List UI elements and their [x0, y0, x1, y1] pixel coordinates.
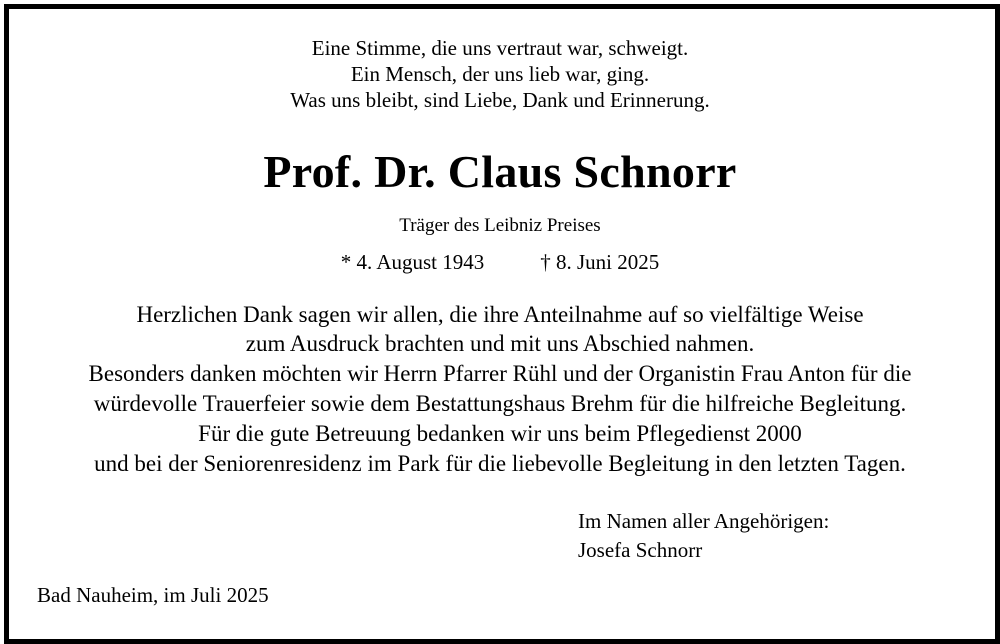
thanks-line: zum Ausdruck brachten und mit uns Abschied nahmen. [245, 331, 755, 356]
thanks-line: Herzlichen Dank sagen wir allen, die ihre Anteilnahme auf so vielfältige Weise [136, 302, 864, 327]
thanks-line: Für die gute Betreuung bedanken wir uns beim Pflegedienst 2000 [198, 421, 802, 446]
death-date: † 8. Juni 2025 [540, 250, 660, 274]
poem-line: Eine Stimme, die uns vertraut war, schweigt. [311, 36, 689, 60]
birth-date: * 4. August 1943 [340, 250, 485, 274]
signature-name: Josefa Schnorr [578, 538, 703, 562]
poem-line: Ein Mensch, der uns lieb war, ging. [350, 62, 650, 86]
thanks-line: würdevolle Trauerfeier sowie dem Bestattungshaus Brehm für die hilfreiche Begleitung. [93, 391, 907, 416]
honor-subtitle: Träger des Leibniz Preises [399, 215, 601, 236]
thanks-line: und bei der Seniorenresidenz im Park für die liebevolle Begleitung in den letzten Tagen. [94, 451, 906, 476]
life-dates [0, 249, 1000, 275]
thanks-line: Besonders danken möchten wir Herrn Pfarrer Rühl und der Organistin Frau Anton für die [88, 361, 912, 386]
place-date: Bad Nauheim, im Juli 2025 [37, 583, 269, 607]
poem-line: Was uns bleibt, sind Liebe, Dank und Erinnerung. [290, 88, 710, 112]
signature-intro: Im Namen aller Angehörigen: [578, 509, 830, 533]
deceased-name: Prof. Dr. Claus Schnorr [263, 146, 737, 197]
